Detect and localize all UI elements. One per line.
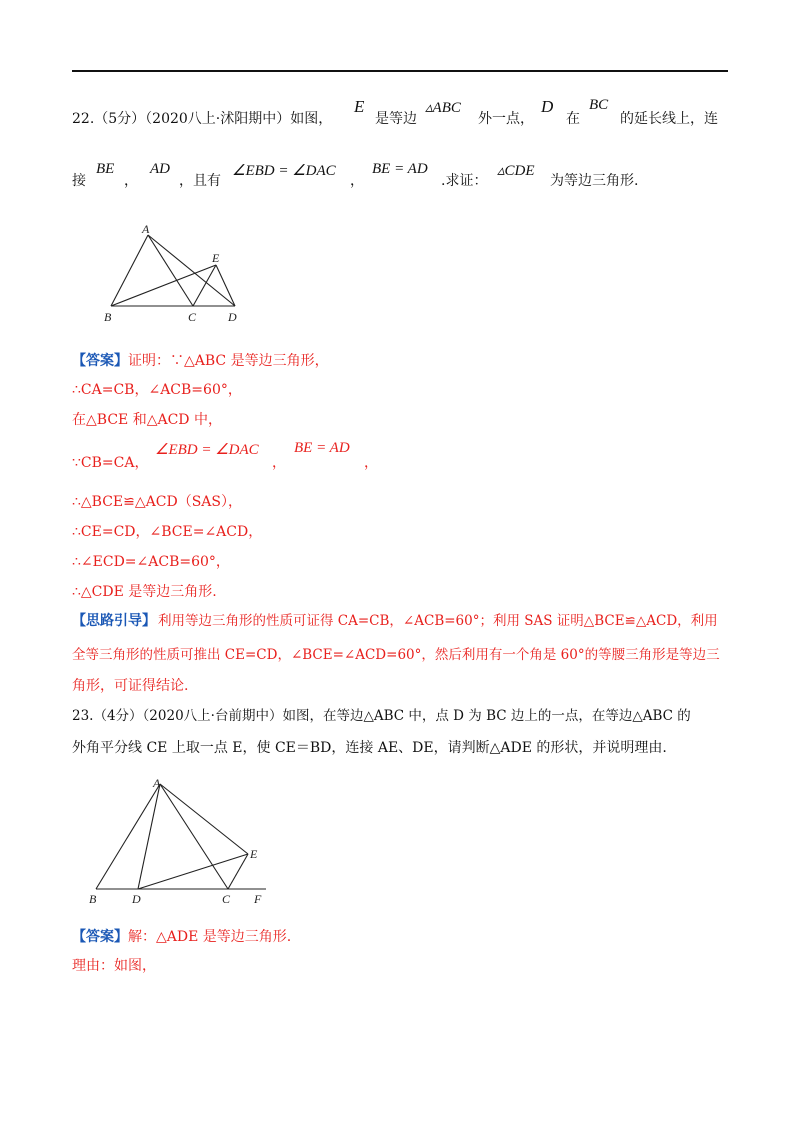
- q22-text: 的延长线上，连: [620, 111, 718, 127]
- q22-text: 外一点，: [478, 111, 534, 127]
- label-e: E: [250, 847, 258, 861]
- answer-comma: ，: [272, 455, 286, 471]
- q22-text: ，: [350, 173, 364, 189]
- q22-text: ，且有: [179, 173, 221, 189]
- answer-math-angle: ∠EBD = ∠DAC: [155, 442, 259, 458]
- q22-text: ，: [124, 173, 138, 189]
- label-d: D: [132, 892, 141, 906]
- q22-header: 22.（5分）（2020八上·沭阳期中）如图，: [72, 111, 333, 127]
- q23-geometry-figure: [86, 772, 282, 906]
- hint-line: 利用等边三角形的性质可证得 CA=CB，∠ACB=60°；利用 SAS 证明△BCE≌△ACD，利用: [158, 613, 718, 629]
- answer-line: ∴CE=CD，∠BCE=∠ACD，: [72, 524, 263, 540]
- answer-line: 在△BCE 和△ACD 中，: [72, 412, 222, 428]
- q22-math-triangle-abc: ▵ABC: [425, 100, 461, 116]
- label-a: A: [142, 222, 150, 236]
- answer-line: 证明：∵△ABC 是等边三角形，: [128, 353, 329, 369]
- header-rule: [72, 70, 728, 72]
- answer-line: ∴CA=CB，∠ACB=60°，: [72, 382, 242, 398]
- answer-text: 解：△ADE 是等边三角形.: [128, 929, 292, 945]
- answer-line: ∴∠ECD=∠ACB=60°，: [72, 554, 230, 570]
- q22-math-be: BE: [96, 161, 115, 177]
- hint-line: 角形，可证得结论.: [72, 678, 189, 694]
- answer-comma: ，: [364, 455, 378, 471]
- answer-math-be-ad: BE = AD: [294, 440, 350, 456]
- label-c: C: [188, 310, 197, 324]
- q22-math-d: D: [541, 97, 554, 116]
- hint-tag: 【思路引导】: [72, 613, 156, 629]
- q22-text: .求证：: [441, 173, 488, 189]
- label-a: A: [153, 776, 161, 790]
- label-b: B: [89, 892, 97, 906]
- q22-math-be-ad: BE = AD: [372, 161, 428, 177]
- label-e: E: [212, 251, 220, 265]
- q22-text: 接: [72, 173, 86, 189]
- q23-line: 23.（4分）（2020八上·台前期中）如图，在等边△ABC 中，点 D 为 BC 边上的一点，在等边△ABC 的: [72, 708, 691, 724]
- label-c: C: [222, 892, 231, 906]
- q22-math-bc: BC: [589, 97, 609, 113]
- q22-math-e: E: [354, 97, 365, 116]
- q22-geometry-figure: [98, 222, 258, 330]
- q22-math-ad: AD: [150, 161, 170, 177]
- q23-line: 外角平分线 CE 上取一点 E，使 CE＝BD，连接 AE、DE，请判断△ADE 的形状，并说明理由.: [72, 740, 667, 756]
- q22-text: 在: [566, 111, 580, 127]
- label-d: D: [228, 310, 237, 324]
- reason-text: 理由：如图，: [72, 958, 156, 974]
- q22-math-angle-eq: ∠EBD = ∠DAC: [232, 163, 336, 179]
- q22-math-triangle-cde: ▵CDE: [497, 163, 535, 179]
- q22-text: 为等边三角形.: [550, 173, 639, 189]
- hint-line: 全等三角形的性质可推出 CE=CD，∠BCE=∠ACD=60°，然后利用有一个角是 60°的等腰三角形是等边三: [72, 647, 720, 663]
- answer-line: ∴△BCE≌△ACD（SAS），: [72, 494, 242, 510]
- answer-tag: 【答案】: [72, 929, 128, 945]
- q22-text: 是等边: [375, 111, 417, 127]
- label-b: B: [104, 310, 112, 324]
- answer-line: ∵CB=CA，: [72, 455, 149, 471]
- label-f: F: [254, 892, 262, 906]
- answer-line: ∴△CDE 是等边三角形.: [72, 584, 217, 600]
- answer-tag: 【答案】: [72, 353, 128, 369]
